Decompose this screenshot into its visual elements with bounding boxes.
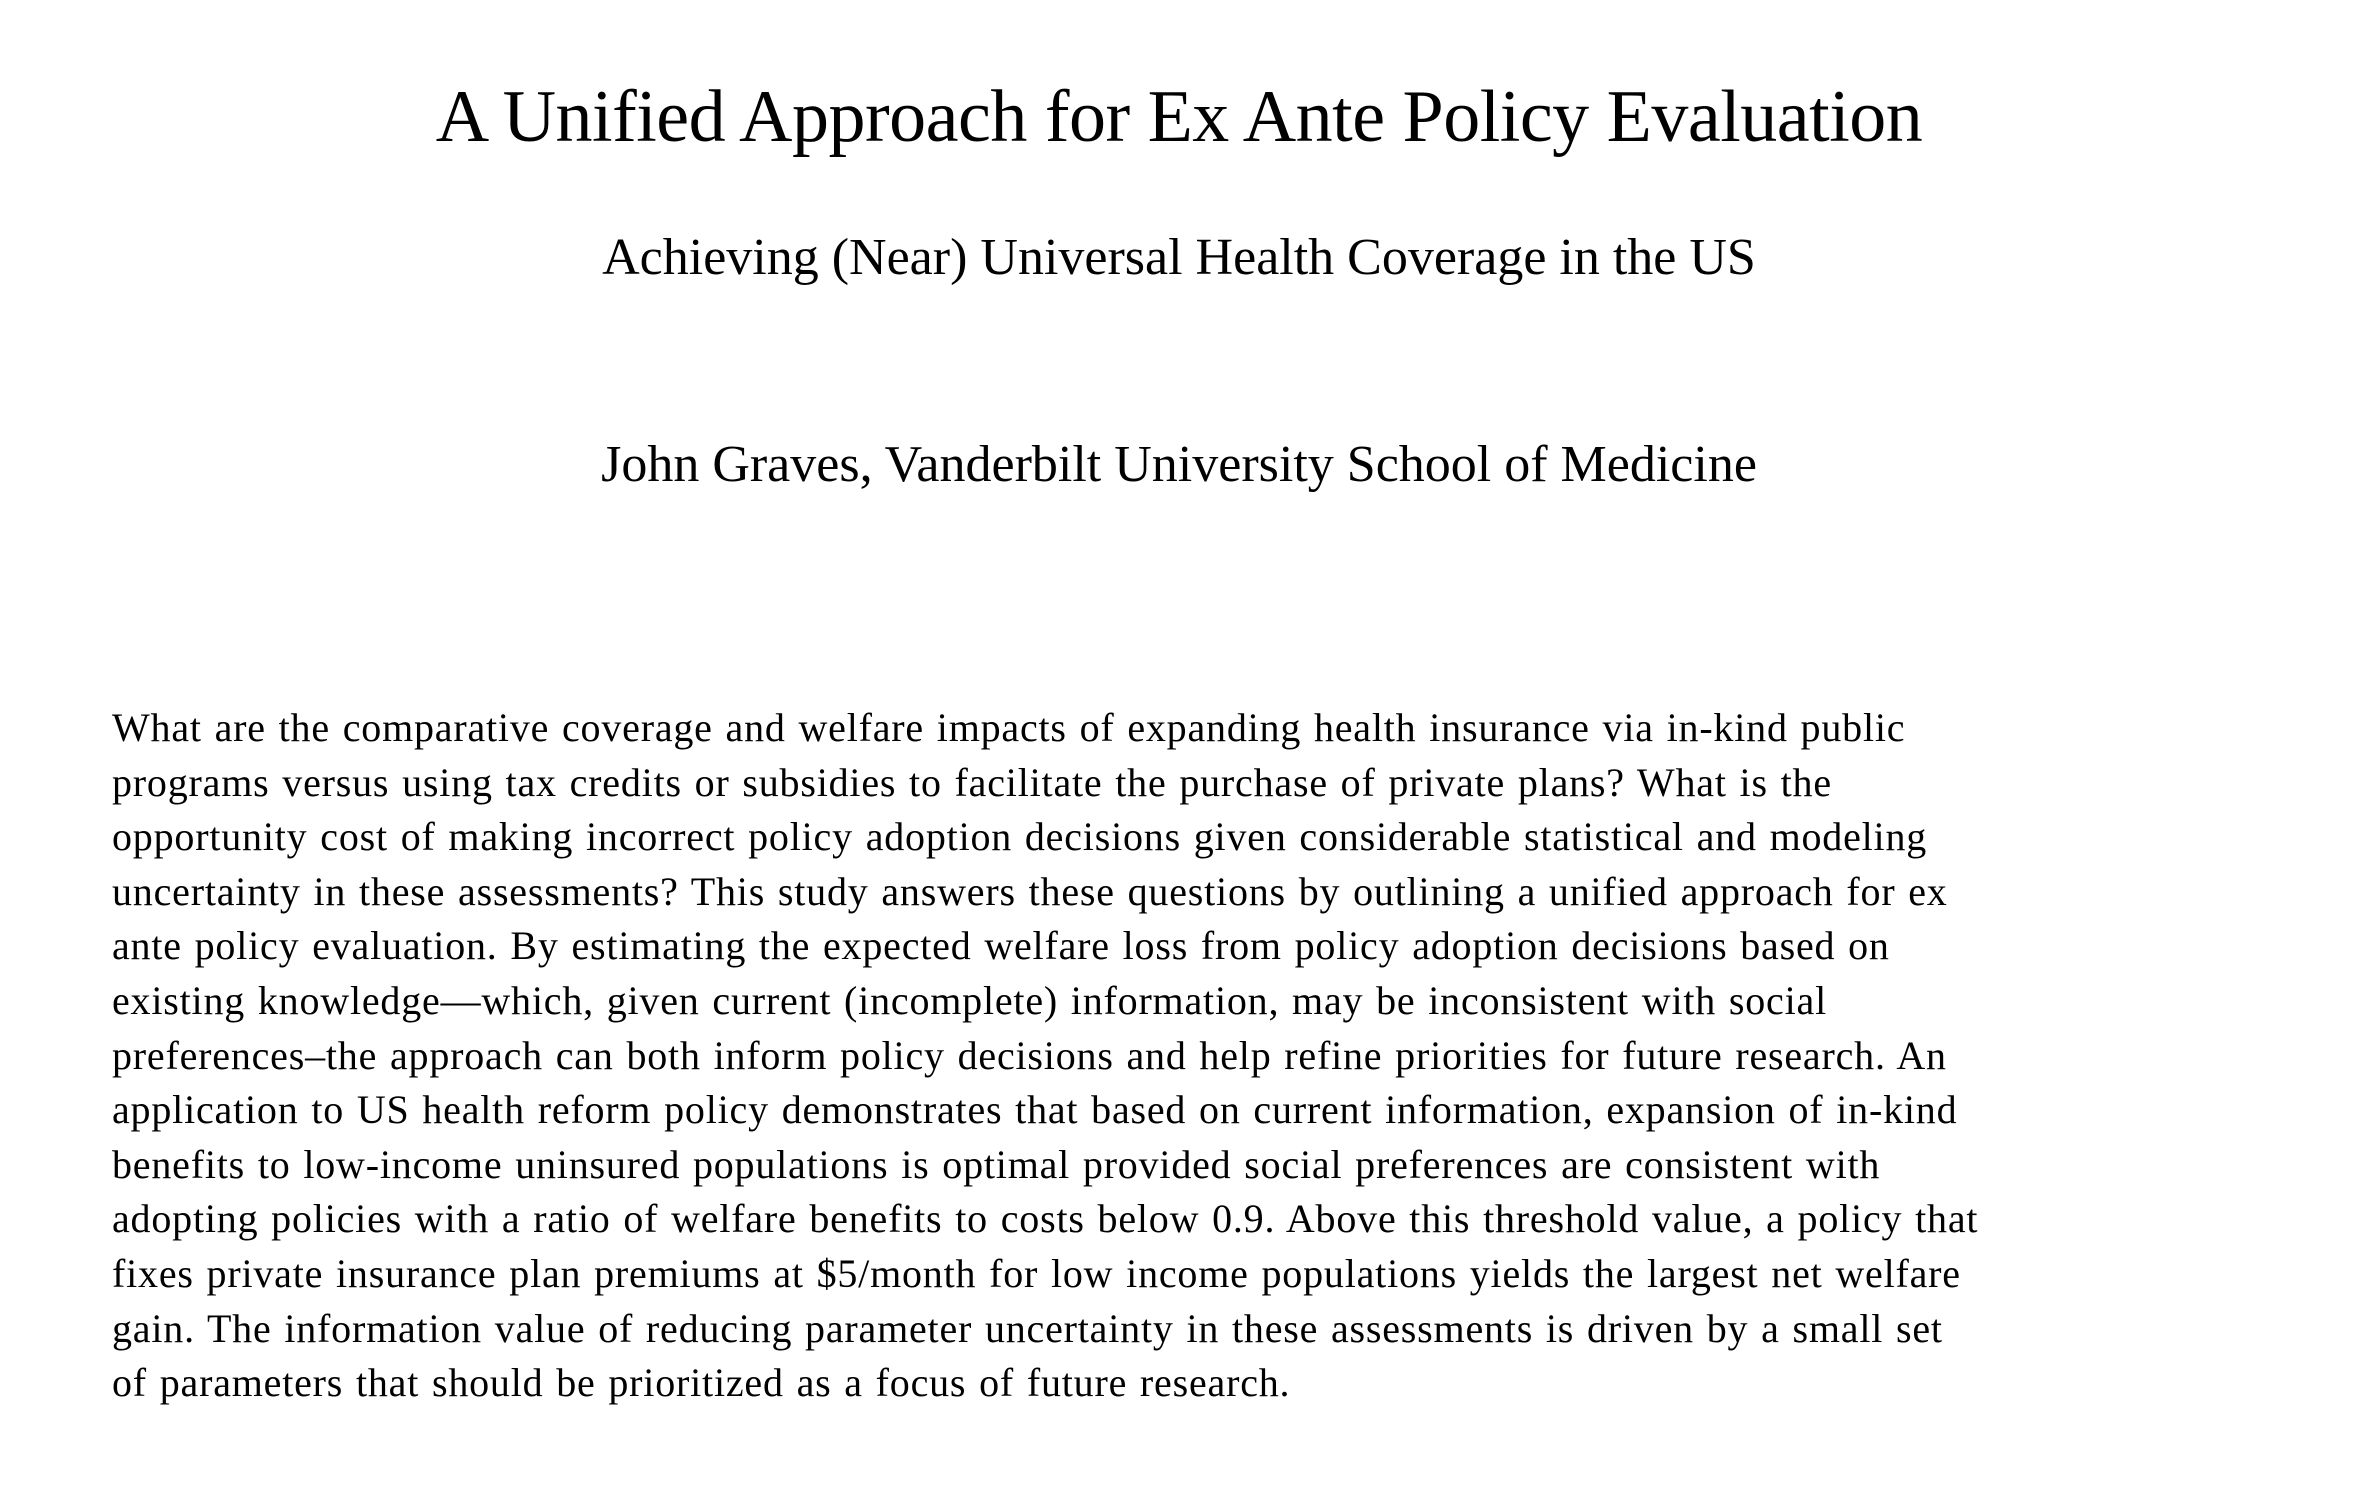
abstract-line: fixes private insurance plan premiums at $5/month for low income populations yields the largest net welfare <box>112 1250 1961 1296</box>
paper-title: A Unified Approach for Ex Ante Policy Evaluation <box>435 76 1923 158</box>
abstract-line: application to US health reform policy demonstrates that based on current information, expansion of in-kind <box>112 1087 1958 1133</box>
abstract-line: opportunity cost of making incorrect policy adoption decisions given considerable statistical and modeling <box>112 814 1928 860</box>
abstract-line: ante policy evaluation. By estimating the expected welfare loss from policy adoption decisions based on <box>112 923 1890 969</box>
abstract-line: benefits to low-income uninsured populations is optimal provided social preferences are consistent with <box>112 1141 1881 1187</box>
abstract-line: existing knowledge—which, given current (incomplete) information, may be inconsistent with social <box>112 977 1827 1023</box>
author-line: John Graves, Vanderbilt University School of Medicine <box>601 436 1757 493</box>
abstract-line: of parameters that should be prioritized as a focus of future research. <box>112 1360 1291 1406</box>
abstract <box>112 701 2268 1411</box>
abstract-line: programs versus using tax credits or subsidies to facilitate the purchase of private plans? What is the <box>112 759 1832 805</box>
abstract-line: preferences–the approach can both inform policy decisions and help refine priorities for future research. An <box>112 1032 1947 1078</box>
abstract-line: uncertainty in these assessments? This study answers these questions by outlining a unified approach for ex <box>112 868 1948 914</box>
abstract-line: What are the comparative coverage and welfare impacts of expanding health insurance via in-kind public <box>112 705 1906 750</box>
abstract-line: adopting policies with a ratio of welfare benefits to costs below 0.9. Above this threshold value, a policy that <box>112 1196 1979 1242</box>
paper-subtitle: Achieving (Near) Universal Health Coverage in the US <box>602 229 1756 286</box>
paper-page <box>0 76 2358 1494</box>
abstract-line: gain. The information value of reducing parameter uncertainty in these assessments is driven by a small set <box>112 1305 1943 1351</box>
